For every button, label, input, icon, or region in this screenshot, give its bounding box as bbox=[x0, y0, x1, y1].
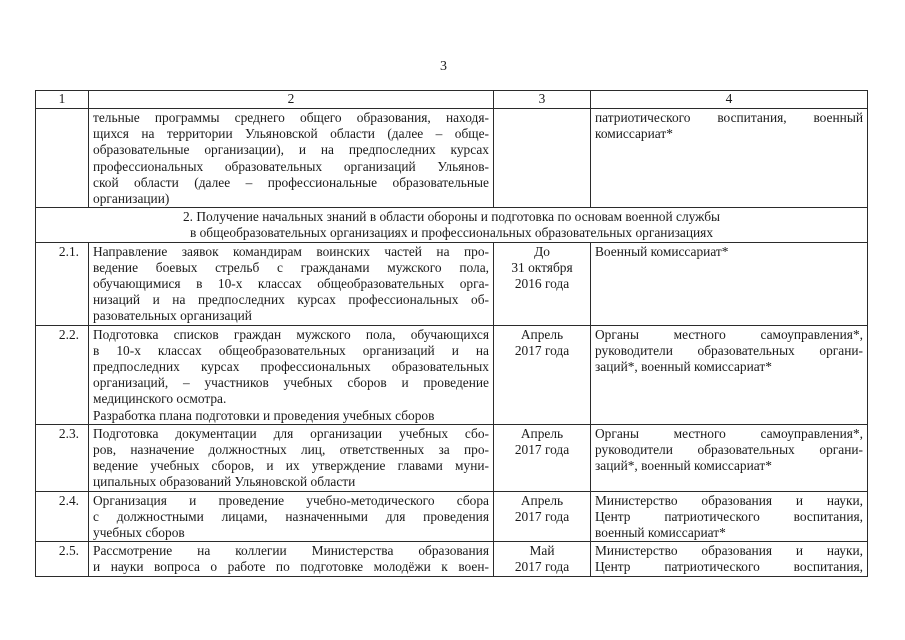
date-line: 31 октября bbox=[511, 259, 573, 275]
table-row bbox=[36, 325, 868, 424]
row-activity bbox=[89, 242, 494, 325]
continuation-num bbox=[36, 109, 89, 208]
resp-line: военный комиссариат* bbox=[595, 525, 726, 541]
text-line: низаций и на предпоследних курсах профессиональных об- bbox=[93, 292, 489, 308]
text-line: Направление заявок командирам воинских частей на про- bbox=[93, 243, 489, 259]
text-line: ров, назначение должностных лиц, ответственных за про- bbox=[93, 442, 489, 458]
date-line: 2017 года bbox=[514, 442, 570, 458]
date-line: 2017 года bbox=[514, 342, 570, 358]
row-date bbox=[494, 424, 591, 491]
text-line: в 10-х классах общеобразовательных организаций и на bbox=[93, 342, 489, 358]
table-row bbox=[36, 542, 868, 576]
text-line: профессиональных образовательных организаций Ульянов- bbox=[93, 158, 489, 174]
continuation-row bbox=[36, 109, 868, 208]
header-col-4: 4 bbox=[591, 91, 868, 109]
text-line: обучающимися в 10-х классах общеобразовательных орга- bbox=[93, 276, 489, 292]
date-line: Апрель bbox=[520, 326, 564, 342]
text-line: организации) bbox=[93, 191, 170, 207]
row-date bbox=[494, 242, 591, 325]
row-number: 2.2. bbox=[36, 325, 89, 424]
text-line: предпоследних курсах профессиональных образовательных bbox=[93, 359, 489, 375]
row-responsible bbox=[591, 542, 868, 576]
resp-line: Органы местного самоуправления*, bbox=[595, 326, 863, 342]
text-line: медицинского осмотра. bbox=[93, 391, 227, 407]
row-number: 2.3. bbox=[36, 424, 89, 491]
text-line: учебных сборов bbox=[93, 525, 185, 541]
date-line: Апрель bbox=[520, 425, 564, 441]
row-number: 2.5. bbox=[36, 542, 89, 576]
resp-line: Центр патриотического воспитания, bbox=[595, 508, 863, 524]
section-heading bbox=[36, 208, 868, 242]
row-date bbox=[494, 325, 591, 424]
resp-line: Органы местного самоуправления*, bbox=[595, 425, 863, 441]
resp-line: заций*, военный комиссариат* bbox=[595, 458, 772, 474]
row-responsible bbox=[591, 491, 868, 542]
row-number: 2.1. bbox=[36, 242, 89, 325]
date-line: Май bbox=[529, 543, 555, 559]
row-date bbox=[494, 491, 591, 542]
text-line: Организация и проведение учебно-методического сбора bbox=[93, 492, 489, 508]
text-line: организаций, – участников учебных сборов и проведение bbox=[93, 375, 489, 391]
header-col-1: 1 bbox=[36, 91, 89, 109]
row-activity bbox=[89, 424, 494, 491]
text-line: с должностными лицами, назначенными для проведения bbox=[93, 508, 489, 524]
date-line: 2017 года bbox=[514, 508, 570, 524]
continuation-date bbox=[494, 109, 591, 208]
page-number: 3 bbox=[440, 59, 447, 74]
date-line: 2016 года bbox=[514, 276, 570, 292]
row-date bbox=[494, 542, 591, 576]
row-activity bbox=[89, 491, 494, 542]
text-line: ской области (далее – профессиональные образовательные bbox=[93, 174, 489, 190]
header-col-3: 3 bbox=[494, 91, 591, 109]
section-line: в общеобразовательных организациях и профессиональных образовательных организациях bbox=[189, 225, 714, 241]
date-line: Апрель bbox=[520, 492, 564, 508]
section-row bbox=[36, 208, 868, 242]
continuation-text bbox=[89, 109, 494, 208]
resp-line: Военный комиссариат* bbox=[595, 243, 729, 259]
plan-table bbox=[35, 90, 868, 577]
row-activity bbox=[89, 542, 494, 576]
text-line: Подготовка документации для организации учебных сбо- bbox=[93, 425, 489, 441]
text-line: разовательных организаций bbox=[93, 308, 252, 324]
row-responsible bbox=[591, 424, 868, 491]
table-row bbox=[36, 424, 868, 491]
text-line: ведение учебных сборов, и их утверждение главами муни- bbox=[93, 458, 489, 474]
resp-line: Министерство образования и науки, bbox=[595, 492, 863, 508]
row-responsible bbox=[591, 242, 868, 325]
resp-line: Министерство образования и науки, bbox=[595, 543, 863, 559]
resp-line: Центр патриотического воспитания, bbox=[595, 559, 863, 575]
text-line: Рассмотрение на коллегии Министерства образования bbox=[93, 543, 489, 559]
resp-line: комиссариат* bbox=[595, 126, 673, 142]
resp-line: руководители образовательных органи- bbox=[595, 442, 863, 458]
text-line: щихся на территории Ульяновской области (далее – обще- bbox=[93, 126, 489, 142]
table-header-row bbox=[36, 91, 868, 109]
text-line: тельные программы среднего общего образования, находя- bbox=[93, 110, 489, 125]
resp-line: заций*, военный комиссариат* bbox=[595, 359, 772, 375]
resp-line: руководители образовательных органи- bbox=[595, 342, 863, 358]
table-row bbox=[36, 242, 868, 325]
date-line: 2017 года bbox=[514, 559, 570, 575]
text-line: и науки вопроса о работе по подготовке молодёжи к воен- bbox=[93, 559, 489, 575]
header-col-2: 2 bbox=[89, 91, 494, 109]
resp-line: патриотического воспитания, военный bbox=[595, 110, 863, 125]
text-line: Разработка плана подготовки и проведения учебных сборов bbox=[93, 407, 435, 423]
section-line: 2. Получение начальных знаний в области обороны и подготовка по основам военной службы bbox=[182, 209, 721, 225]
row-number: 2.4. bbox=[36, 491, 89, 542]
continuation-responsible bbox=[591, 109, 868, 208]
text-line: Подготовка списков граждан мужского пола, обучающихся bbox=[93, 326, 489, 342]
text-line: образовательные организации), и на предпоследних курсах bbox=[93, 142, 489, 158]
text-line: ципальных образований Ульяновской области bbox=[93, 474, 356, 490]
row-activity bbox=[89, 325, 494, 424]
text-line: ведение боевых стрельб с гражданами мужского пола, bbox=[93, 259, 489, 275]
date-line: До bbox=[534, 243, 550, 259]
row-responsible bbox=[591, 325, 868, 424]
table-row bbox=[36, 491, 868, 542]
